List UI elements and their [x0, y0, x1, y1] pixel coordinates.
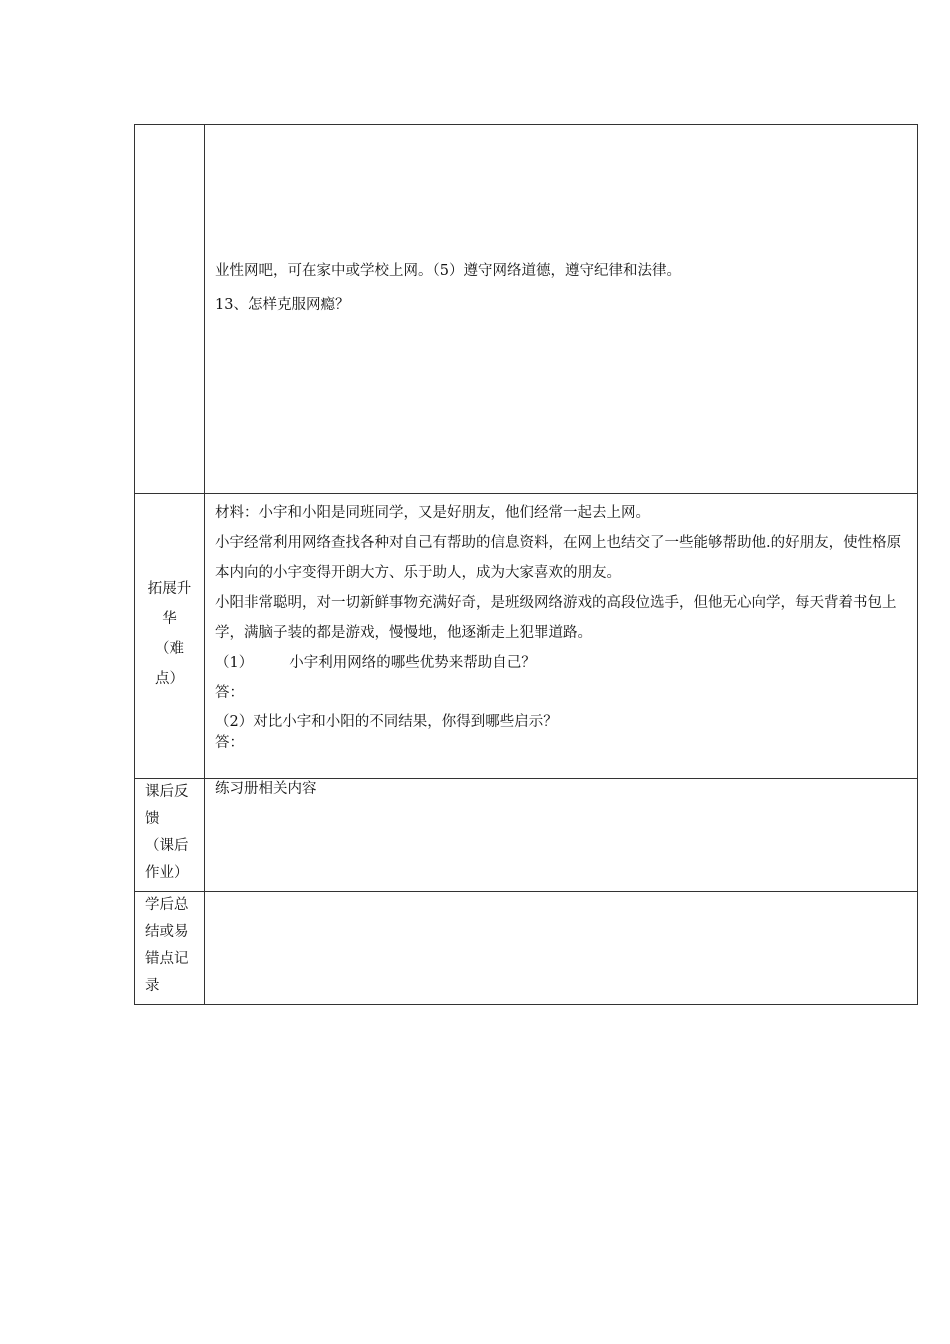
homework-text: 练习册相关内容: [215, 781, 317, 797]
label-line: 拓展升: [147, 581, 192, 597]
table-row-homework: [135, 779, 918, 892]
row-content-extension: [205, 494, 918, 779]
answer-1-label: 答：: [215, 685, 244, 701]
row-label-summary: [135, 892, 205, 1005]
text-line: 业性网吧，可在家中或学校上网。（5）遵守网络道德，遵守纪律和法律。: [215, 263, 681, 279]
row-content-homework: [205, 779, 918, 892]
material-intro: 材料：小宇和小阳是同班同学，又是好朋友，他们经常一起去上网。: [215, 505, 650, 521]
row-label-extension: [135, 494, 205, 779]
question-1-number: （1）: [215, 655, 254, 671]
label-line: 馈: [145, 811, 160, 827]
lesson-table: [134, 124, 918, 1005]
row-label-empty: [135, 125, 205, 494]
table-row-upper: [135, 125, 918, 494]
label-line: 作业）: [145, 865, 189, 881]
label-line: （课后: [145, 838, 189, 854]
label-line: 录: [145, 978, 160, 994]
label-line: 华: [162, 611, 177, 627]
label-line: 学后总: [145, 897, 189, 913]
question-13: 13、怎样克服网瘾？: [215, 297, 350, 313]
label-line: （难: [155, 641, 184, 657]
row-content-upper: [205, 125, 918, 494]
question-1: [215, 648, 909, 678]
answer-2-label: 答：: [215, 735, 244, 751]
label-line: 课后反: [145, 784, 189, 800]
question-2: （2）对比小宇和小阳的不同结果，你得到哪些启示？: [215, 714, 558, 730]
label-line: 错点记: [145, 951, 189, 967]
row-label-homework: [135, 779, 205, 892]
question-1-text: 小宇利用网络的哪些优势来帮助自己？: [289, 655, 536, 671]
table-row-summary: [135, 892, 918, 1005]
label-line: 点）: [155, 671, 184, 687]
row-content-summary: [205, 892, 918, 1005]
paragraph-xiaoyu: 小宇经常利用网络查找各种对自己有帮助的信息资料，在网上也结交了一些能够帮助他.的好朋友，使性格原本内向的小宇变得开朗大方、乐于助人，成为大家喜欢的朋友。: [215, 535, 902, 581]
label-line: 结或易: [145, 924, 189, 940]
paragraph-xiaoyang: 小阳非常聪明，对一切新鲜事物充满好奇，是班级网络游戏的高段位选手，但他无心向学，每天背着书包上学，满脑子装的都是游戏，慢慢地，他逐渐走上犯罪道路。: [215, 595, 897, 641]
table-row-extension: [135, 494, 918, 779]
